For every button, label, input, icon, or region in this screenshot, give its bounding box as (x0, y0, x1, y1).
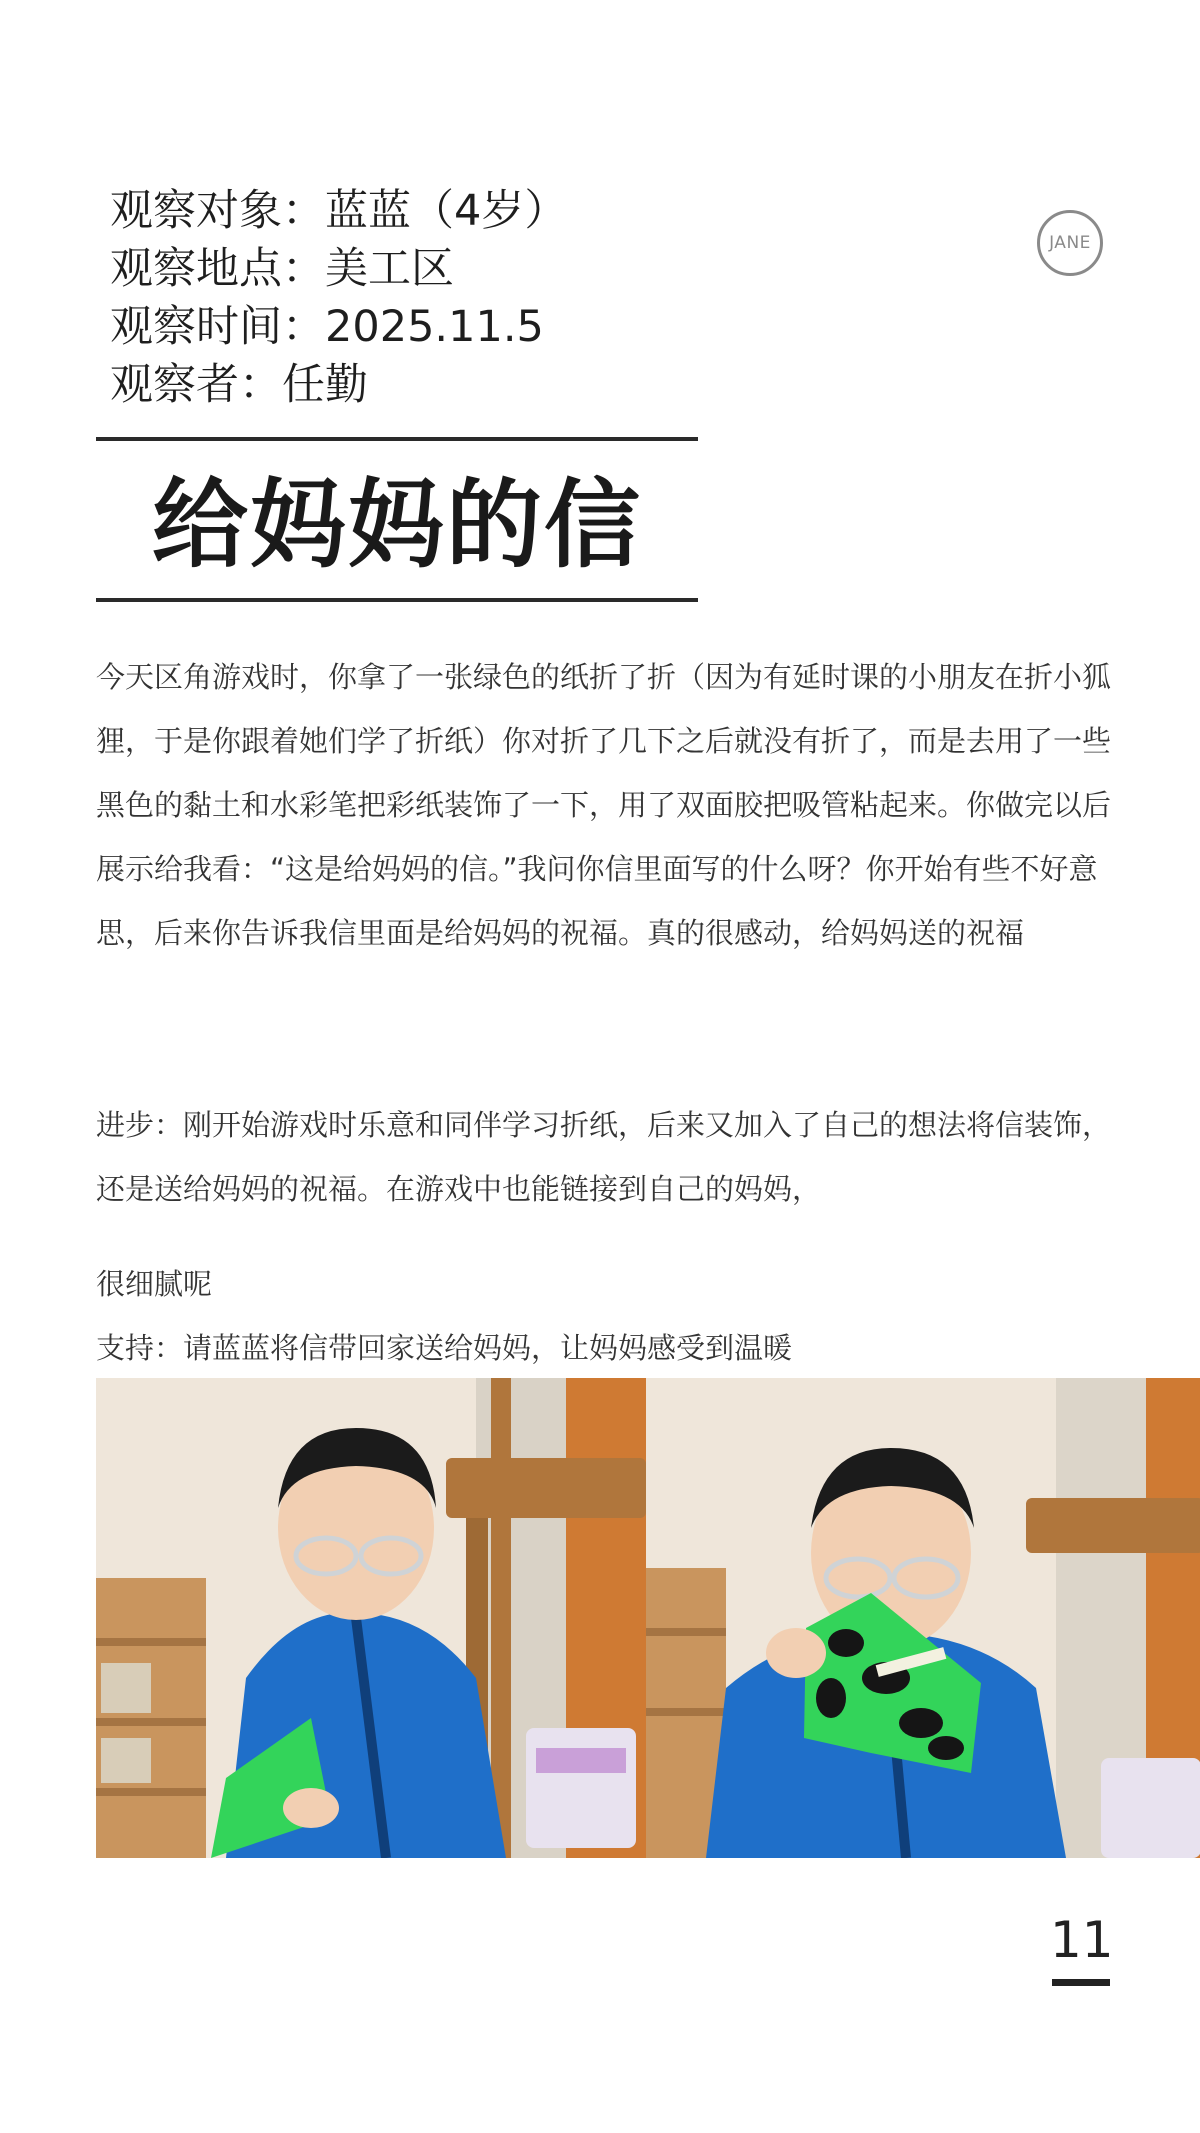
photo-child-folding-image (96, 1378, 646, 1858)
meta-subject: 观察对象：蓝蓝（4岁） (110, 186, 568, 236)
page-number: 11 (1050, 1911, 1114, 1969)
meta-time: 观察时间：2025.11.5 (110, 302, 544, 352)
photo-child-showing-letter-image (646, 1378, 1200, 1858)
photo-child-folding (96, 1378, 646, 1858)
page-title: 给妈妈的信 (152, 469, 642, 581)
jane-logo: JANE (1037, 210, 1103, 276)
support-paragraph (96, 1316, 1116, 1380)
title-rule-top (96, 437, 698, 441)
page-number-underline (1052, 1979, 1110, 1986)
progress-tail-paragraph (96, 1252, 1116, 1316)
support-text: 支持：请蓝蓝将信带回家送给妈妈，让妈妈感受到温暖 (96, 1331, 793, 1365)
story-paragraph (96, 645, 1116, 965)
progress-text: 进步：刚开始游戏时乐意和同伴学习折纸，后来又加入了自己的想法将信装饰，还是送给妈妈的祝福。在游戏中也能链接到自己的妈妈， (96, 1108, 1112, 1206)
observation-meta (110, 182, 567, 414)
photo-strip (96, 1378, 1200, 1858)
progress-tail-text: 很细腻呢 (96, 1267, 213, 1301)
story-text: 今天区角游戏时，你拿了一张绿色的纸折了折（因为有延时课的小朋友在折小狐狸，于是你跟着她们学了折纸）你对折了几下之后就没有折了，而是去用了一些黑色的黏土和水彩笔把彩纸装饰了一下，用了双面胶把吸管粘起来。你做完以后展示给我看：“这是给妈妈的信。”我问你信里面写的什么呀？你开始有些不好意思，后来你告诉我信里面是给妈妈的祝福。真的很感动，给妈妈送的祝福 (96, 660, 1112, 950)
title-rule-bottom (96, 598, 698, 602)
progress-paragraph (96, 1093, 1116, 1221)
meta-place: 观察地点：美工区 (110, 244, 454, 294)
meta-observer: 观察者：任勤 (110, 360, 368, 410)
photo-child-showing-letter (646, 1378, 1200, 1858)
